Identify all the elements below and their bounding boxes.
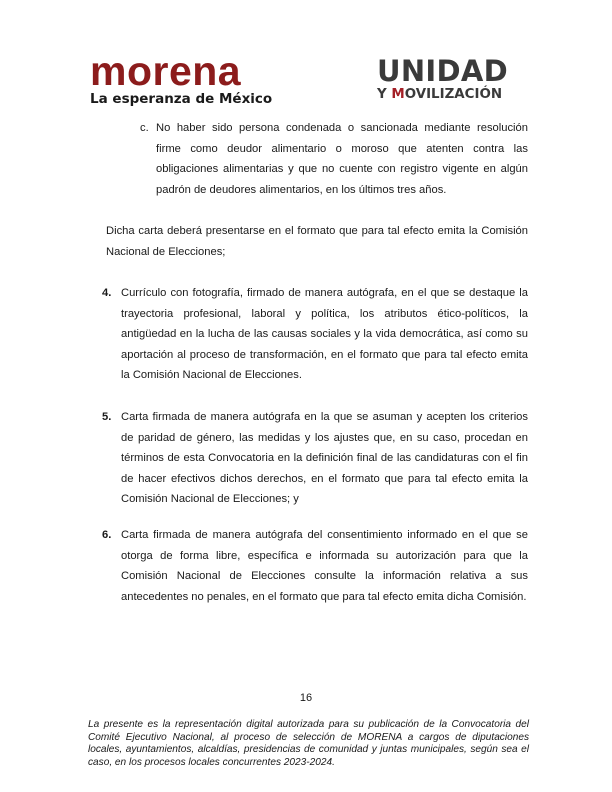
page-number: 16 xyxy=(299,692,313,704)
footer-disclaimer: La presente es la representación digital autorizada para su publicación de la Convocatoria del Comité Ejecutivo Nacional, al proceso de selección de MORENA a cargos de diputaciones locales, ayuntamientos, alcaldías, presidencias de comunidad y juntas municipales, según sea el caso, en los procesos locales concurrentes 2023-2024. xyxy=(88,719,529,768)
item-text: Carta firmada de manera autógrafa del consentimiento informado en el que se otorga de forma libre, específica e informada su autorización para que la Comisión Nacional de Elecciones consulte la información relativa a sus antecedentes no penales, en el formato que para tal efecto emita dicha Comisión. xyxy=(121,529,528,603)
requirement-subitem-c xyxy=(140,118,528,200)
item-text: Carta firmada de manera autógrafa en la que se asuman y acepten los criterios de paridad de género, las medidas y los ajustes que, en su caso, procedan en términos de esta Convocatoria en la definición final de las candidaturas con el fin de hacer efectivos dichos derechos, en el formato que para tal efecto emita la Comisión Nacional de Elecciones; y xyxy=(121,411,528,505)
movilizacion-rest: OVILIZACIÓN xyxy=(404,87,503,102)
movilizacion-logo-word xyxy=(377,86,547,104)
requirement-item xyxy=(102,407,528,510)
format-note-paragraph: Dicha carta deberá presentarse en el formato que para tal efecto emita la Comisión Nacional de Elecciones; xyxy=(106,225,528,258)
requirement-item xyxy=(102,283,528,386)
subitem-label: c. xyxy=(140,122,149,134)
item-number: 5. xyxy=(102,411,112,423)
movilizacion-prefix: Y xyxy=(377,87,392,102)
item-number: 4. xyxy=(102,287,112,299)
subitem-text: No haber sido persona condenada o sancionada mediante resolución firme como deudor alimentario o moroso que atenten contra las obligaciones alimentarias y que no cuente con registro vigente en algún padrón de deudores alimentarios, en los últimos tres años. xyxy=(156,122,528,196)
item-text: Currículo con fotografía, firmado de manera autógrafa, en el que se destaque la trayectoria profesional, laboral y política, los atributos ético-políticos, la antigüedad en la lucha de las causas sociales y la vida democrática, así como su aportación al proceso de transformación, en el formato que para tal efecto emita la Comisión Nacional de Elecciones. xyxy=(121,287,528,381)
requirement-item xyxy=(102,525,528,607)
morena-logo-tagline: La esperanza de México xyxy=(90,91,273,107)
morena-logo-word: morena xyxy=(90,48,242,94)
morena-logo xyxy=(90,48,290,107)
unidad-movilizacion-logo xyxy=(377,56,547,104)
item-number: 6. xyxy=(102,529,112,541)
unidad-logo-word: UNIDAD xyxy=(377,54,508,88)
movilizacion-accent-letter: M xyxy=(391,87,405,102)
